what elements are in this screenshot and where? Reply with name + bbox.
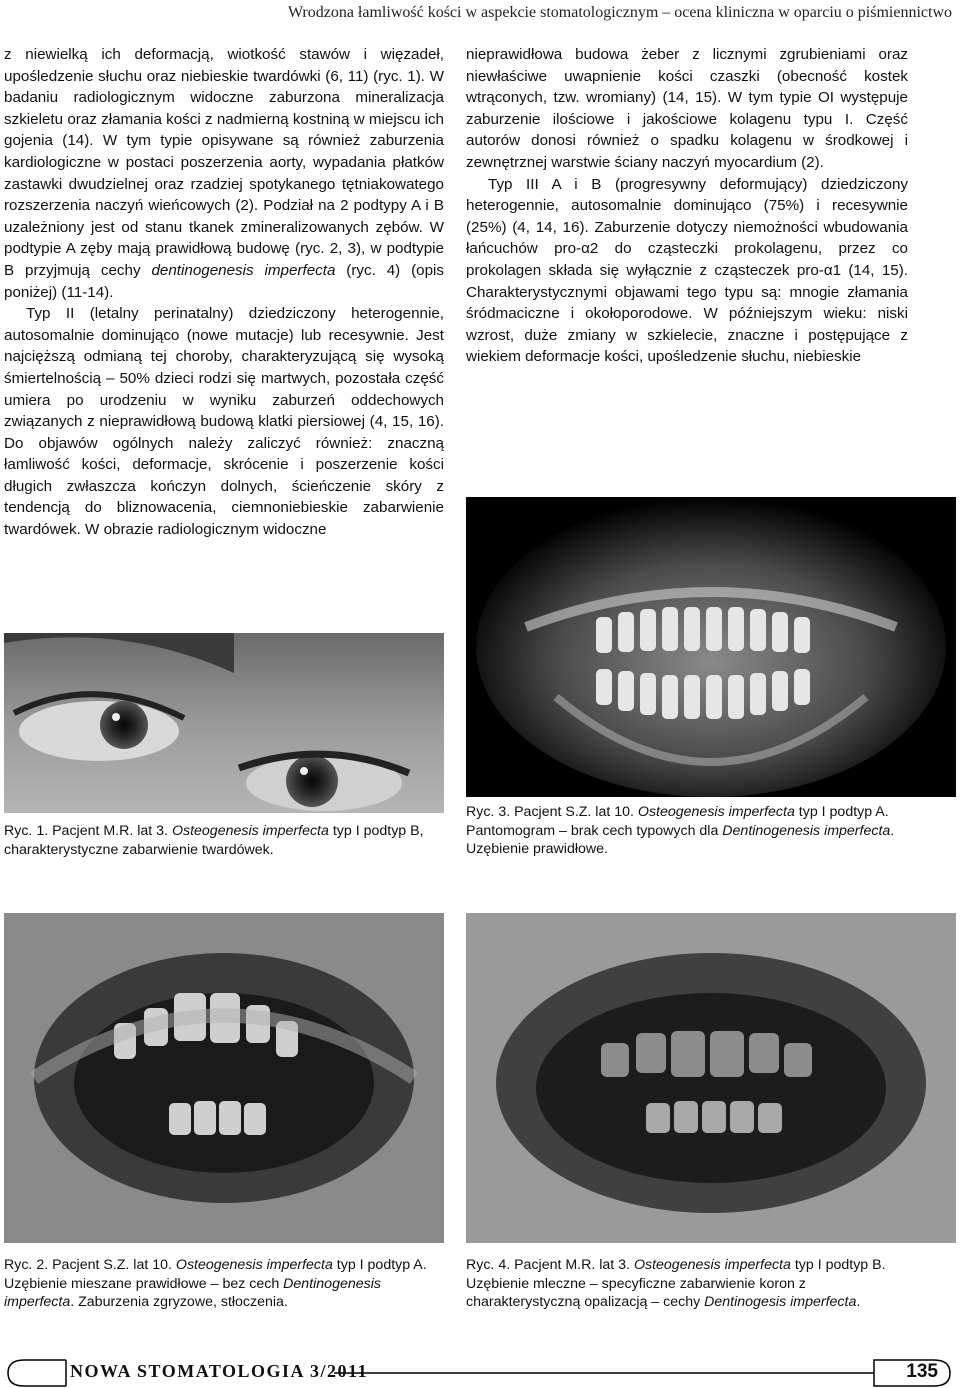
figure-3-caption: Ryc. 3. Pacjent S.Z. lat 10. Osteogenesis imperfecta typ I podtyp A. Pantomogram – brak cech typowych dla Dentinogenesis imperfecta. Uzębienie prawidłowe.	[466, 804, 895, 857]
figure-3-pantomogram	[466, 497, 956, 797]
figure-2-caption: Ryc. 2. Pacjent S.Z. lat 10. Osteogenesis imperfecta typ I podtyp A. Uzębienie mieszane prawidłowe – bez cech Dentinogenesis imperfecta. Zaburzenia zgryzowe, stłoczenia.	[4, 1257, 427, 1310]
figure-4-caption: Ryc. 4. Pacjent M.R. lat 3. Osteogenesis imperfecta typ I podtyp B. Uzębienie mleczne – specyficzne zabarwienie koron z charakterystyczną opalizacją – cechy Dentinogesis imperfecta.	[466, 1257, 886, 1310]
right-paragraph-2: Typ III A i B (progresywny deformujący) dziedziczony heterogennie, autosomalnie dominująco (75%) i recesywnie (25%) (4, 14, 16). Zaburzenie dotyczy niemożności wbudowania łańcuchów pro-α2 do cząsteczki prokolagenu, przez co prokolagen składa się wyłącznie z cząsteczek pro-α1 (14, 15). Charakterystycznymi objawami tego typu są: mnogie złamania śródmaciczne i okołoporodowe. W późniejszym wieku: niski wzrost, duże zmiany w szkielecie, znaczne i postępujące z wiekiem deformacje kości, upośledzenie słuchu, niebieskie	[466, 175, 908, 366]
running-head: Wrodzona łamliwość kości w aspekcie stomatologicznym – ocena kliniczna w oparciu o piśmiennictwo	[287, 4, 952, 21]
page-number: 135	[906, 1361, 938, 1382]
figure-1-eyes-photo	[4, 633, 444, 813]
journal-name: NOWA STOMATOLOGIA 3/2011	[70, 1361, 369, 1381]
right-paragraph-1: nieprawidłowa budowa żeber z licznymi zgrubieniami oraz niewłaściwe uwapnienie kości czaszki (obecność kostek wtrąconych, tzw. wromiany) (14, 15). W tym typie OI występuje zaburzenie ilościowe i jakościowe kolagenu typu I. Część autorów donosi również o spadku kolagenu w środkowej i zewnętrznej warstwie ściany naczyń myocardium (2).	[466, 46, 908, 171]
left-paragraph-2: Typ II (letalny perinatalny) dziedziczony heterogennie, autosomalnie dominująco (nowe mutacje) lub recesywnie. Jest najcięższą odmianą tej choroby, charakteryzującą się wysoką śmiertelnością – 50% dzieci rodzi się martwych, pozostała część umiera po urodzeniu w wyniku zaburzeń oddechowych związanych z nieprawidłową budową klatki piersiowej (4, 15, 16). Do objawów ogólnych należy zaliczyć również: znaczną łamliwość kości, deformacje, skrócenie i poszerzenie kości długich zwłaszcza kończyn dolnych, ścieńczenie skóry z tendencją do bliznowacenia, ciemnoniebieskie zabarwienie twardówek. W obrazie radiologicznym widoczne	[4, 305, 444, 539]
page-footer	[4, 1358, 954, 1388]
figure-4-mouth-photo	[466, 913, 956, 1243]
figure-2-mouth-photo	[4, 913, 444, 1243]
left-column	[4, 44, 444, 541]
right-column	[466, 44, 908, 368]
left-paragraph-1: z niewielką ich deformacją, wiotkość stawów i więzadeł, upośledzenie słuchu oraz niebieskie twardówki (6, 11) (ryc. 1). W badaniu radiologicznym widoczne zaburzona mineralizacja szkieletu oraz złamania kości z nadmierną kostniną w miejscu ich gojenia (14). W tym typie opisywane są również zaburzenia kardiologiczne w postaci poszerzenia aorty, wypadania płatków zastawki dwudzielnej oraz rzadziej spotykanego tętniakowatego rozszerzenia naczyń wieńcowych (2). Podział na 2 podtypy A i B uzależniony jest od stanu tkanek zmineralizowanych zębów. W podtypie A zęby mają prawidłową budowę (ryc. 2, 3), w podtypie B przyjmują cechy dentinogenesis imperfecta (ryc. 4) (opis poniżej) (11-14).	[4, 46, 444, 301]
figure-1-caption: Ryc. 1. Pacjent M.R. lat 3. Osteogenesis imperfecta typ I podtyp B, charakterystyczne zabarwienie twardówek.	[4, 823, 424, 858]
